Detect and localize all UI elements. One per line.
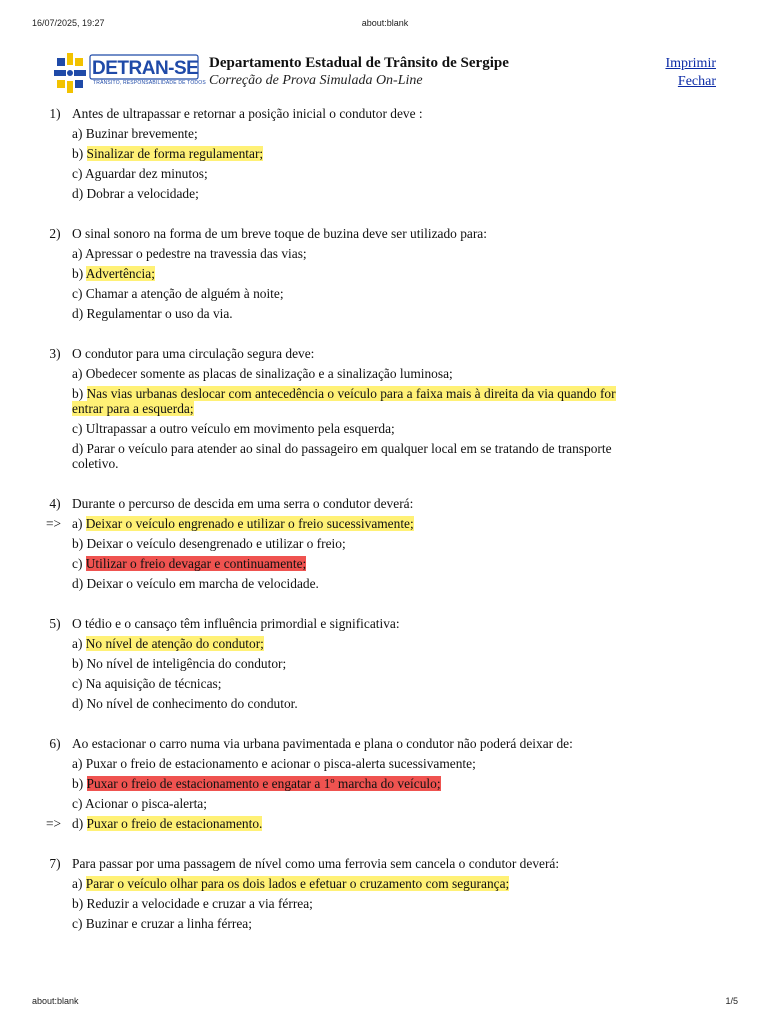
detran-logo — [52, 50, 206, 96]
answer-marker — [38, 794, 72, 814]
option-a — [72, 364, 638, 384]
option-d — [72, 814, 638, 834]
option-letter: b) — [72, 656, 84, 671]
question-text: O condutor para uma circulação segura deve: — [72, 346, 315, 361]
option-letter: a) — [72, 876, 83, 891]
answer-marker — [38, 694, 72, 714]
option-c — [72, 284, 638, 304]
option-text: Aguardar dez minutos; — [85, 166, 208, 181]
option-text-correct: Parar o veículo olhar para os dois lados e efetuar o cruzamento com segurança; — [85, 876, 510, 891]
header-titles — [209, 54, 509, 90]
question-7 — [38, 854, 638, 934]
option-text: Buzinar brevemente; — [85, 126, 198, 141]
question-number: 6) — [49, 736, 61, 751]
option-d — [72, 184, 638, 204]
answer-marker — [38, 384, 72, 419]
answer-marker — [38, 654, 72, 674]
option-d — [72, 574, 638, 594]
option-text: Na aquisição de técnicas; — [85, 676, 222, 691]
page-header — [52, 50, 716, 98]
answer-marker — [38, 534, 72, 554]
option-c — [72, 794, 638, 814]
option-c — [72, 914, 638, 934]
option-text: Ultrapassar a outro veículo em movimento pela esquerda; — [85, 421, 395, 436]
option-letter: a) — [72, 636, 83, 651]
option-text-wrong: Utilizar o freio devagar e continuamente; — [85, 556, 307, 571]
option-text: Obedecer somente as placas de sinalização e a sinalização luminosa; — [85, 366, 453, 381]
question-3 — [38, 344, 638, 474]
answer-marker — [38, 264, 72, 284]
option-text: Puxar o freio de estacionamento e acionar o pisca-alerta sucessivamente; — [85, 756, 476, 771]
option-letter: a) — [72, 126, 83, 141]
answer-marker — [38, 419, 72, 439]
print-datetime: 16/07/2025, 19:27 — [32, 18, 105, 28]
print-url: about:blank — [32, 996, 79, 1006]
option-letter: d) — [72, 306, 84, 321]
question-4 — [38, 494, 638, 594]
option-a — [72, 244, 638, 264]
option-text: Reduzir a velocidade e cruzar a via férrea; — [86, 896, 313, 911]
option-letter: a) — [72, 756, 83, 771]
option-letter: d) — [72, 576, 84, 591]
question-number: 7) — [49, 856, 61, 871]
print-link[interactable]: Imprimir — [665, 56, 716, 71]
question-2 — [38, 224, 638, 324]
answer-marker — [38, 914, 72, 934]
option-text: No nível de conhecimento do condutor. — [86, 696, 298, 711]
answer-marker: => — [46, 516, 62, 531]
option-c — [72, 554, 638, 574]
option-text-correct: Deixar o veículo engrenado e utilizar o freio sucessivamente; — [85, 516, 414, 531]
answer-marker — [38, 674, 72, 694]
option-b — [72, 264, 638, 284]
option-letter: b) — [72, 266, 84, 281]
option-letter: b) — [72, 896, 84, 911]
option-a — [72, 514, 638, 534]
answer-marker — [38, 874, 72, 894]
print-page-title: about:blank — [361, 18, 409, 28]
question-number: 1) — [49, 106, 61, 121]
answer-marker: => — [46, 816, 62, 831]
answer-marker — [38, 554, 72, 574]
option-a — [72, 124, 638, 144]
answer-marker — [38, 144, 72, 164]
option-letter: c) — [72, 421, 83, 436]
option-letter: d) — [72, 816, 84, 831]
option-d — [72, 304, 638, 324]
question-number: 2) — [49, 226, 61, 241]
question-text: O tédio e o cansaço têm influência primordial e significativa: — [72, 616, 400, 631]
question-5 — [38, 614, 638, 714]
question-text: Para passar por uma passagem de nível como uma ferrovia sem cancela o condutor deverá: — [72, 856, 560, 871]
option-text: Dobrar a velocidade; — [86, 186, 199, 201]
option-c — [72, 674, 638, 694]
option-b — [72, 654, 638, 674]
option-text-correct: Sinalizar de forma regulamentar; — [86, 146, 264, 161]
answer-marker — [38, 439, 72, 474]
page-subtitle: Correção de Prova Simulada On-Line — [209, 73, 423, 88]
option-text: Acionar o pisca-alerta; — [85, 796, 207, 811]
option-b — [72, 144, 638, 164]
answer-marker — [38, 364, 72, 384]
option-b — [72, 534, 638, 554]
option-c — [72, 164, 638, 184]
option-b — [72, 384, 638, 419]
question-text: O sinal sonoro na forma de um breve toque de buzina deve ser utilizado para: — [72, 226, 487, 241]
answer-marker — [38, 574, 72, 594]
option-d — [72, 439, 638, 474]
question-number: 4) — [49, 496, 61, 511]
question-text: Antes de ultrapassar e retornar a posição inicial o condutor deve : — [72, 106, 423, 121]
option-letter: a) — [72, 246, 83, 261]
answer-marker — [38, 124, 72, 144]
option-letter: a) — [72, 366, 83, 381]
print-page-number: 1/5 — [725, 996, 738, 1006]
answer-marker — [38, 304, 72, 324]
option-c — [72, 419, 638, 439]
close-link[interactable]: Fechar — [677, 74, 716, 89]
answer-marker — [38, 164, 72, 184]
option-text: Deixar o veículo em marcha de velocidade. — [86, 576, 319, 591]
option-text-wrong: Puxar o freio de estacionamento e engatar a 1º marcha do veículo; — [86, 776, 441, 791]
answer-marker — [38, 774, 72, 794]
option-a — [72, 634, 638, 654]
question-6 — [38, 734, 638, 834]
option-letter: c) — [72, 796, 83, 811]
answer-marker — [38, 754, 72, 774]
option-letter: b) — [72, 776, 84, 791]
option-letter: d) — [72, 186, 84, 201]
option-text: Parar o veículo para atender ao sinal do passageiro em qualquer local em se tratando de transporte coletivo. — [72, 441, 612, 471]
option-letter: c) — [72, 166, 83, 181]
option-letter: c) — [72, 286, 83, 301]
option-d — [72, 694, 638, 714]
option-text: Buzinar e cruzar a linha férrea; — [85, 916, 252, 931]
option-letter: d) — [72, 441, 84, 456]
option-a — [72, 754, 638, 774]
questions-list — [38, 104, 638, 954]
option-text: Chamar a atenção de alguém à noite; — [85, 286, 284, 301]
option-a — [72, 874, 638, 894]
option-text-correct: Nas vias urbanas deslocar com antecedência o veículo para a faixa mais à direita da via quando for entrar para a esquerda; — [72, 386, 616, 416]
option-letter: d) — [72, 696, 84, 711]
question-text: Ao estacionar o carro numa via urbana pavimentada e plana o condutor não poderá deixar de: — [72, 736, 573, 751]
answer-marker — [38, 184, 72, 204]
option-text: Deixar o veículo desengrenado e utilizar o freio; — [86, 536, 346, 551]
option-letter: c) — [72, 556, 83, 571]
logo-text: DETRAN-SE — [92, 58, 199, 79]
option-letter: b) — [72, 146, 84, 161]
question-1 — [38, 104, 638, 204]
question-text: Durante o percurso de descida em uma serra o condutor deverá: — [72, 496, 414, 511]
answer-marker — [38, 634, 72, 654]
option-letter: a) — [72, 516, 83, 531]
option-text: Apressar o pedestre na travessia das vias; — [85, 246, 307, 261]
option-text: Regulamentar o uso da via. — [86, 306, 233, 321]
logo-tagline: TRÂNSITO, RESPONSABILIDADE DE TODOS — [93, 80, 206, 86]
option-text-correct: Advertência; — [85, 266, 155, 281]
answer-marker — [38, 894, 72, 914]
header-links — [665, 55, 716, 91]
option-text-correct: No nível de atenção do condutor; — [85, 636, 264, 651]
option-text: No nível de inteligência do condutor; — [86, 656, 287, 671]
option-letter: c) — [72, 676, 83, 691]
question-number: 5) — [49, 616, 61, 631]
option-letter: c) — [72, 916, 83, 931]
option-b — [72, 774, 638, 794]
option-b — [72, 894, 638, 914]
answer-marker — [38, 284, 72, 304]
question-number: 3) — [49, 346, 61, 361]
option-letter: b) — [72, 386, 84, 401]
page-title: Departamento Estadual de Trânsito de Sergipe — [209, 55, 509, 71]
option-letter: b) — [72, 536, 84, 551]
option-text-correct: Puxar o freio de estacionamento. — [86, 816, 263, 831]
answer-marker — [38, 244, 72, 264]
